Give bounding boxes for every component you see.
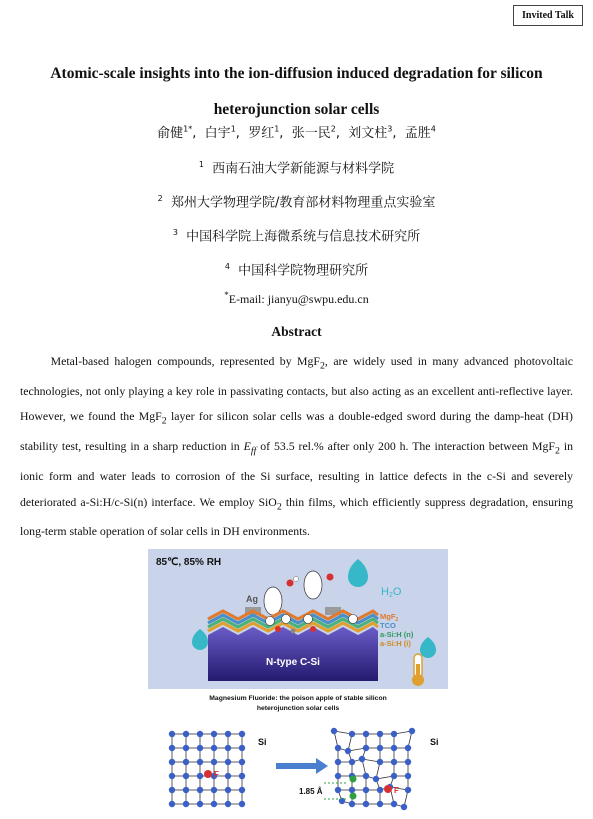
abstract-heading: Abstract [271,324,322,339]
lattice-atom [211,745,217,751]
lattice-atom [363,801,369,807]
affiliation-text: 中国科学院物理研究所 [238,263,369,279]
abstract-text: of 53.5 rel.% after only 200 h. The interaction between MgF [256,439,555,454]
lattice-atom [405,745,411,751]
lattice-atom [197,787,203,793]
lattice-atom [359,756,365,762]
lattice-atom [239,787,245,793]
lattice-atom [363,731,369,737]
lattice-atom [335,787,341,793]
lattice-atom [349,759,355,765]
lattice-atom [183,801,189,807]
bond-distance-label: 1.85 Å [299,787,323,796]
graphical-abstract-svg [148,549,448,814]
lattice-atom [405,759,411,765]
fluoride-ion [266,617,275,626]
email-text: E-mail: jianyu@swpu.edu.cn [228,292,369,306]
author-name: 罗红 [248,126,275,141]
lattice-atom [239,745,245,751]
hydroxide-bubble [264,587,282,615]
lattice-atom [169,731,175,737]
lattice-atom [239,773,245,779]
oxygen-atom [310,626,316,632]
abstract-text: thin films, which efficiently suppress degradation, ensuring long-term stable operation of solar cells in DH environments. [20,494,573,539]
lattice-atom [377,745,383,751]
substrate-label: N-type C-Si [266,657,320,668]
affiliation-number: 3 [172,228,178,237]
author-name: 刘文柱 [348,126,388,141]
lattice-atom [239,801,245,807]
abstract-body [20,349,573,545]
lattice-atom [373,776,379,782]
lattice-atom [349,731,355,737]
author-name: 俞健 [157,126,184,141]
lattice-atom [401,804,407,810]
author-affil-mark: 1 [274,124,280,134]
lattice-atom [225,731,231,737]
fluorine-label-left: F [214,770,219,779]
mgf2-label: MgF$_2$ [380,612,399,623]
lattice-atom [211,801,217,807]
abstract-text: in ionic form and water leads to corrosion of the Si surface, resulting in lattice defects in the c-Si and severely deteriorated a-Si:H/c-Si(n) interface. We employ SiO [20,439,573,509]
lattice-atom [225,773,231,779]
lattice-atom [335,759,341,765]
lattice-atom [197,801,203,807]
lattice-atom [225,801,231,807]
lattice-atom [391,759,397,765]
hydroxide-bubble [304,571,322,599]
affiliation-text: 西南石油大学新能源与材料学院 [212,161,395,177]
affiliation-number: 2 [157,194,163,203]
fluorine-label-right: F [394,786,399,795]
lattice-atom [225,745,231,751]
corresponding-mark: * [224,290,229,300]
figure-caption-line1: Magnesium Fluoride: the poison apple of stable silicon [209,695,387,702]
graphical-abstract [148,549,448,814]
silicon-atom [291,629,296,634]
paper-title: Atomic-scale insights into the ion-diffusion induced degradation for silicon heterojunction solar cells [50,65,543,118]
lattice-atom [197,759,203,765]
lattice-atom [169,759,175,765]
lattice-atom [183,773,189,779]
subscript: 2 [554,445,560,457]
efficiency-symbol: E [243,439,251,454]
subscript: 2 [161,415,167,427]
lattice-atom [225,759,231,765]
lattice-atom [363,787,369,793]
hydrogen-atom [294,577,299,582]
abstract-text: Metal-based halogen compounds, represented by MgF [50,354,320,368]
lattice-atom [377,801,383,807]
lattice-atom [349,801,355,807]
abstract-text: layer for silicon solar cells was a double-edged sword during the damp-heat (DH) stability test, resulting in a sharp reduction in [20,409,573,454]
lattice-atom [183,745,189,751]
author-name: 张一民 [291,126,331,141]
lattice-atom [169,745,175,751]
tco-label: TCO [380,621,396,630]
transformation-arrow-icon [276,758,328,774]
affiliation-list [0,156,593,292]
n-type-silicon-substrate [208,627,378,681]
oxygen-atom [275,626,281,632]
author-affil-mark: 1* [183,124,193,134]
lattice-atom [211,759,217,765]
author-affil-mark: 4 [430,124,436,134]
lattice-atom [377,759,383,765]
silicon-label-left: Si [258,737,267,747]
affiliation-number: 4 [224,262,230,271]
author-affil-mark: 3 [387,124,393,134]
fluoride-ion [282,615,291,624]
lattice-atom [363,773,369,779]
lattice-atom [377,787,383,793]
subscript: 2 [276,500,282,512]
lattice-atom [335,773,341,779]
bonded-atom [350,793,357,800]
lattice-atom [197,745,203,751]
lattice-atom [183,759,189,765]
lattice-atom [331,728,337,734]
corresponding-email [0,290,593,307]
ag-label: Ag [246,594,258,604]
lattice-atom [169,787,175,793]
lattice-atom [377,731,383,737]
fluorine-atom [204,770,212,778]
fluoride-ion [304,615,313,624]
affiliation [0,224,593,258]
author-affil-mark: 1 [230,124,236,134]
lattice-atom [169,801,175,807]
lattice-atom [183,787,189,793]
lattice-atom [197,773,203,779]
efficiency-subscript: ff [250,445,257,457]
fluorine-atom [384,785,392,793]
subscript: 2 [320,360,325,372]
affiliation-text: 郑州大学物理学院/教育部材料物理重点实验室 [170,195,436,211]
abstract-text: , are widely used in many advanced photovoltaic technologies, not only playing a key role in passivating contacts, but also acting as an excellent anti-reflective layer. However, we found the MgF [20,354,573,424]
affiliation [0,258,593,292]
h2o-label: H2O [381,586,402,599]
lattice-atom [391,773,397,779]
fluoride-ion [349,615,358,624]
affiliation [0,156,593,190]
author-list: 俞健$^{1*}$, 白宇$^1$, 罗红$^1$, 张一民$^2$, 刘文柱$^3$, 孟胜$^4$ [157,124,436,141]
lattice-atom [197,731,203,737]
lattice-atom [335,745,341,751]
author-name: 孟胜 [404,126,431,141]
lattice-atom [169,773,175,779]
oxygen-atom [287,580,294,587]
lattice-atom [391,801,397,807]
oxygen-atom [327,574,334,581]
a-si-n-label: a-Si:H (n) [380,630,414,639]
figure-caption-line2: heterojunction solar cells [256,705,340,712]
lattice-atom [391,731,397,737]
lattice-atom [345,748,351,754]
affiliation [0,190,593,224]
bonded-atom [350,776,357,783]
lattice-atom [225,787,231,793]
defected-silicon-lattice [331,728,415,810]
lattice-atom [409,728,415,734]
lattice-atom [239,759,245,765]
lattice-atom [183,731,189,737]
lattice-atom [349,787,355,793]
author-name: 白宇 [204,126,231,141]
author-affil-mark: 2 [330,124,336,134]
lattice-atom [211,731,217,737]
lattice-atom [211,787,217,793]
condition-label: 85℃, 85% RH [156,557,222,568]
lattice-atom [391,745,397,751]
thermometer-icon [412,654,424,686]
lattice-atom [405,773,411,779]
pristine-silicon-lattice [169,731,245,807]
invited-talk-badge: Invited Talk [513,5,583,26]
affiliation-text: 中国科学院上海微系统与信息技术研究所 [186,229,421,245]
a-si-i-label: a-Si:H (i) [380,639,411,648]
lattice-atom [239,731,245,737]
lattice-atom [405,787,411,793]
affiliation-number: 1 [198,160,204,169]
lattice-atom [363,745,369,751]
silicon-label-right: Si [430,737,439,747]
